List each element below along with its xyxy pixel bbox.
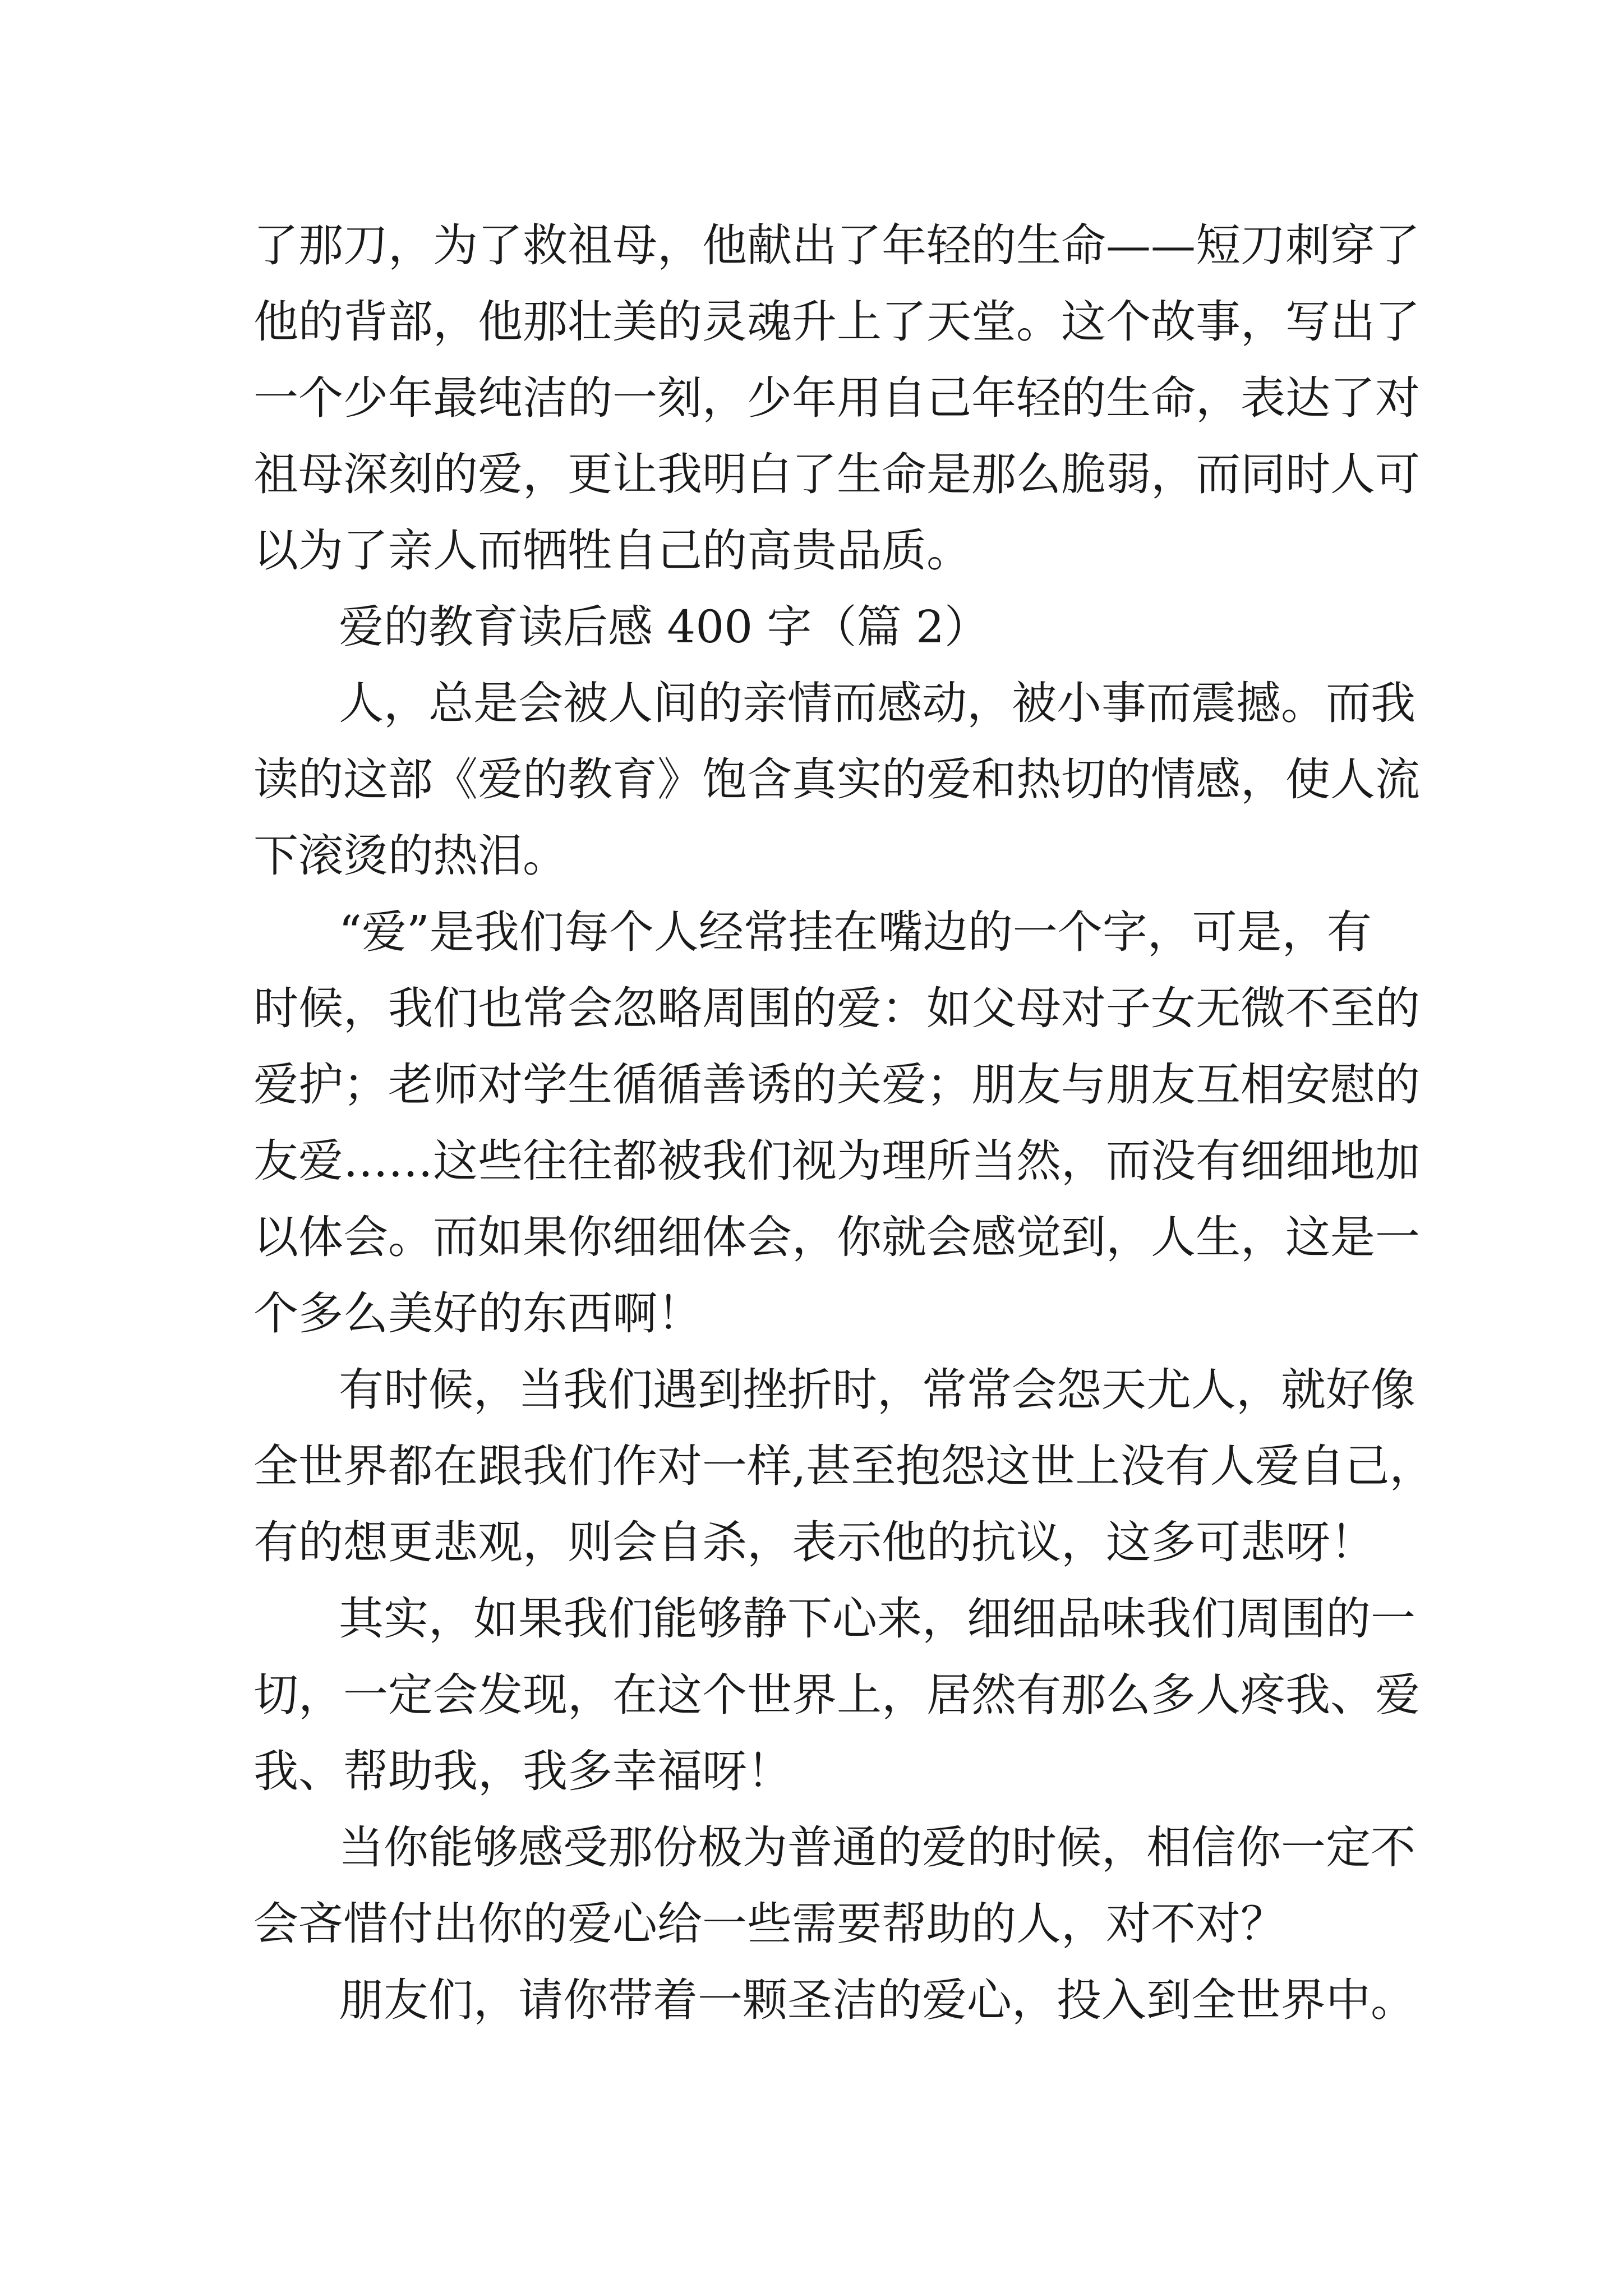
text-line: 他的背部，他那壮美的灵魂升上了天堂。这个故事，写出了	[253, 296, 1420, 348]
text-line: 一个少年最纯洁的一刻，少年用自己年轻的生命，表达了对	[253, 372, 1420, 424]
text-line: 切，一定会发现，在这个世界上，居然有那么多人疼我、爱	[253, 1669, 1420, 1721]
text-line: 爱护；老师对学生循循善诱的关爱；朋友与朋友互相安慰的	[253, 1059, 1420, 1111]
text-line: 个多么美好的东西啊！	[253, 1287, 702, 1340]
text-line: 时候，我们也常会忽略周围的爱：如父母对子女无微不至的	[253, 982, 1420, 1034]
document-body	[253, 208, 1435, 2039]
text-line: 有的想更悲观，则会自杀，表示他的抗议，这多可悲呀！	[253, 1516, 1375, 1568]
text-line: 朋友们，请你带着一颗圣洁的爱心，投入到全世界中。	[339, 1974, 1415, 2026]
text-line: 我、帮助我，我多幸福呀！	[253, 1745, 792, 1797]
text-line: 人，总是会被人间的亲情而感动，被小事而震撼。而我	[339, 677, 1415, 729]
text-line: 读的这部《爱的教育》饱含真实的爱和热切的情感，使人流	[253, 753, 1420, 806]
text-line: 友爱……这些往往都被我们视为理所当然，而没有细细地加	[253, 1135, 1420, 1187]
text-line: 有时候，当我们遇到挫折时，常常会怨天尤人，就好像	[339, 1364, 1415, 1416]
text-line: 以为了亲人而牺牲自己的高贵品质。	[253, 524, 971, 577]
text-line: 以体会。而如果你细细体会，你就会感觉到，人生，这是一	[253, 1211, 1420, 1263]
text-line: 祖母深刻的爱，更让我明白了生命是那么脆弱，而同时人可	[253, 448, 1420, 500]
text-line: 会吝惜付出你的爱心给一些需要帮助的人，对不对？	[253, 1898, 1285, 1950]
text-line: 了那刀，为了救祖母，他献出了年轻的生命——短刀刺穿了	[253, 219, 1420, 272]
text-line: 全世界都在跟我们作对一样,甚至抱怨这世上没有人爱自己，	[253, 1440, 1435, 1492]
text-line: 当你能够感受那份极为普通的爱的时候，相信你一定不	[339, 1821, 1415, 1874]
text-line: 下滚烫的热泪。	[253, 830, 568, 882]
text-line: 爱的教育读后感 400 字（篇 2）	[339, 601, 989, 653]
text-line: 其实，如果我们能够静下心来，细细品味我们周围的一	[339, 1593, 1415, 1645]
text-line: “爱”是我们每个人经常挂在嘴边的一个字，可是，有	[339, 906, 1372, 958]
